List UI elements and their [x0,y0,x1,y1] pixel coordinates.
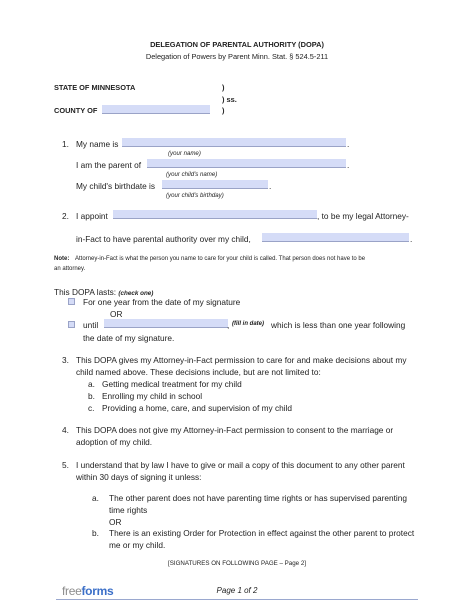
section-5-marker-b: b. [92,528,99,538]
signatures-reference: [SIGNATURES ON FOLLOWING PAGE – Page 2] [168,560,306,567]
fill-date-hint: (fill in date) [232,321,264,327]
appoint-suffix: , to be my legal Attorney- [317,211,409,221]
lasts-heading-text: This DOPA lasts: [54,287,117,297]
list-item-marker-c: c. [88,403,95,413]
section-5-marker-a: a. [92,493,99,503]
attorney-name-field[interactable] [113,210,317,219]
document-subtitle: Delegation of Powers by Parent Minn. Stat. § 524.5-211 [145,52,329,61]
parent-of-label: I am the parent of [76,160,142,170]
note-label: Note: [54,256,70,262]
child-name-field-2[interactable] [262,233,409,242]
child-name-caption: (your child's name) [166,171,218,178]
until-comma: , [227,320,230,330]
footer-divider [56,599,418,600]
child-birthdate-field[interactable] [162,180,268,189]
name-period: . [347,139,350,149]
birthday-caption: (your child's birthday) [166,192,224,199]
venue-paren-ss: ) ss. [222,95,237,104]
child-name-field[interactable] [147,159,346,168]
section-5-number: 5. [62,460,69,470]
authority-text: in-Fact to have parental authority over my child, [76,234,251,244]
section-4-line-1: This DOPA does not give my Attorney-in-Fact permission to consent to the marriage or [76,425,394,435]
section-5-line-1: I understand that by law I have to give or mail a copy of this document to any other parent [76,460,405,470]
your-name-field[interactable] [122,138,346,147]
until-label: until [83,320,99,330]
until-line-2: the date of my signature. [83,333,175,343]
list-item-school: Enrolling my child in school [102,391,203,401]
section-5-line-2: within 30 days of signing it unless: [76,472,202,482]
until-date-checkbox[interactable] [68,321,75,328]
section-3-line-2: child named above. These decisions include, but are not limited to: [76,367,321,377]
authority-period: . [410,234,413,244]
or-separator-2: OR [109,517,122,527]
section-3-line-1: This DOPA gives my Attorney-in-Fact permission to care for and make decisions about my [76,355,407,365]
one-year-checkbox[interactable] [68,298,75,305]
section-5-b-line-1: There is an existing Order for Protection in effect against the other parent to protect [109,528,415,538]
birthdate-period: . [269,181,272,191]
list-item-marker-b: b. [88,391,95,401]
section-5-a-line-1: The other parent does not have parenting time rights or has supervised parenting [109,493,407,503]
one-year-option: For one year from the date of my signature [83,297,241,307]
parent-period: . [347,160,350,170]
list-item-home: Providing a home, care, and supervision of my child [102,403,293,413]
section-2-number: 2. [62,211,69,221]
name-label: My name is [76,139,119,149]
section-4-number: 4. [62,425,69,435]
list-item-medical: Getting medical treatment for my child [102,379,242,389]
section-4-line-2: adoption of my child. [76,437,153,447]
note-line-2: an attorney. [54,266,86,272]
page-number: Page 1 of 2 [216,586,258,595]
section-1-number: 1. [62,139,69,149]
note-line-1: Attorney-in-Fact is what the person you name to care for your child is called. That person does not have to be [75,256,366,262]
until-suffix: which is less than one year following [271,320,406,330]
your-name-caption: (your name) [168,150,201,157]
logo-forms-text: forms [81,584,114,598]
logo-free-text: free [62,584,82,598]
section-5-a-line-2: time rights [109,505,148,515]
list-item-marker-a: a. [88,379,95,389]
lasts-heading [54,287,153,297]
venue-paren-1: ) [222,83,225,92]
until-date-field[interactable] [104,319,228,328]
county-label: COUNTY OF [54,106,98,115]
section-3-number: 3. [62,355,69,365]
birthdate-label: My child's birthdate is [76,181,156,191]
state-label: STATE OF MINNESOTA [54,83,136,92]
venue-paren-3: ) [222,106,225,115]
lasts-heading-hint: (check one) [118,290,154,297]
or-separator-1: OR [110,309,123,319]
section-5-b-line-2: me or my child. [109,540,166,550]
county-field[interactable] [102,105,210,114]
document-title: DELEGATION OF PARENTAL AUTHORITY (DOPA) [150,40,324,49]
appoint-label: I appoint [76,211,108,221]
